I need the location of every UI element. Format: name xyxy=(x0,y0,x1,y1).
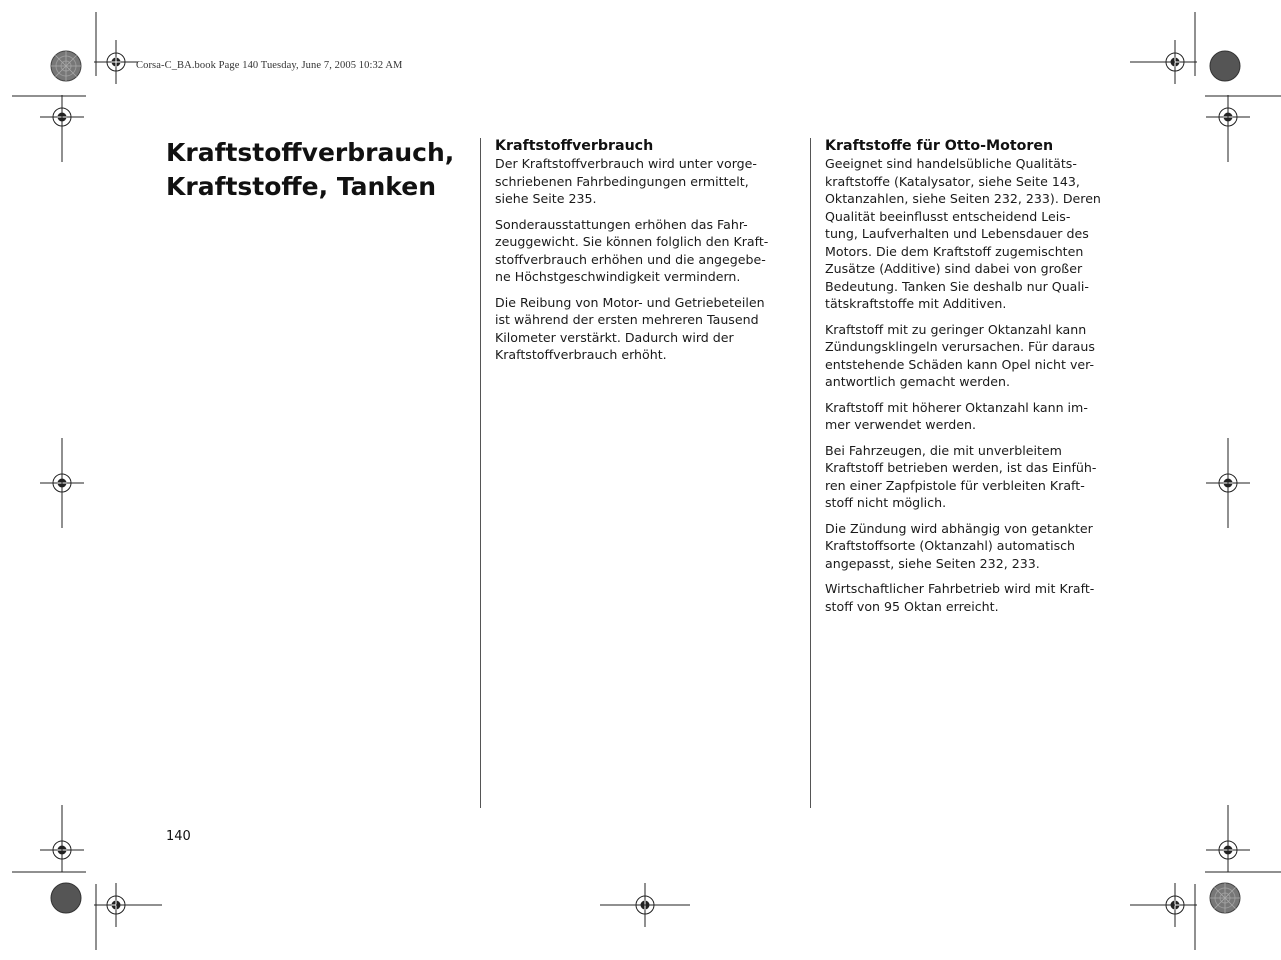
text-line: ne Höchstgeschwindigkeit vermindern. xyxy=(495,269,741,284)
paragraph xyxy=(825,442,1130,512)
text-line: Bedeutung. Tanken Sie deshalb nur Quali- xyxy=(825,278,1089,294)
text-line: stoffverbrauch erhöhen und die angegebe- xyxy=(495,251,766,267)
text-line: Kraftstoff mit zu geringer Oktanzahl kann xyxy=(825,321,1087,337)
paragraph xyxy=(825,155,1130,313)
text-line: zeuggewicht. Sie können folglich den Kraft- xyxy=(495,234,769,249)
text-line: stoff von 95 Oktan erreicht. xyxy=(825,598,999,614)
section-heading: Kraftstoffverbrauch xyxy=(495,138,654,154)
paragraph xyxy=(495,216,795,286)
color-target-icon xyxy=(1210,883,1240,913)
text-line: Bei Fahrzeugen, die mit unverbleitem xyxy=(825,442,1062,458)
paragraph xyxy=(825,520,1130,573)
text-line: mer verwendet werden. xyxy=(825,417,977,432)
paragraph xyxy=(495,155,795,208)
registration-mark-icon xyxy=(94,40,138,84)
text-line: antwortlich gemacht werden. xyxy=(825,374,1010,389)
text-line: ist während der ersten mehreren Tausend xyxy=(495,312,759,327)
text-line: Geeignet sind handelsübliche Qualitäts- xyxy=(825,156,1077,171)
text-line: Kraftstoff mit höherer Oktanzahl kann im- xyxy=(825,399,1088,415)
color-target-icon xyxy=(51,51,81,81)
text-line: kraftstoffe (Katalysator, siehe Seite 143, xyxy=(825,173,1080,189)
chapter-title-line: Kraftstoffe, Tanken xyxy=(166,172,437,201)
color-target-icon xyxy=(51,883,81,913)
paragraph xyxy=(825,399,1130,434)
text-line: tätskraftstoffe mit Additiven. xyxy=(825,296,1007,311)
text-line: Zündungsklingeln verursachen. Für daraus xyxy=(825,339,1095,354)
paragraph xyxy=(495,294,795,364)
paragraph xyxy=(825,580,1130,615)
column-rule xyxy=(810,138,811,808)
column-rule xyxy=(480,138,481,808)
text-line: schriebenen Fahrbedingungen ermittelt, xyxy=(495,173,749,189)
section-heading: Kraftstoffe für Otto-Motoren xyxy=(825,138,1054,154)
text-line: Kraftstoffverbrauch erhöht. xyxy=(495,347,667,362)
text-line: Zusätze (Additive) sind dabei von großer xyxy=(825,261,1083,276)
text-line: siehe Seite 235. xyxy=(495,191,597,206)
paragraph xyxy=(825,321,1130,391)
text-line: Die Reibung von Motor- und Getriebeteilen xyxy=(495,294,765,310)
text-line: stoff nicht möglich. xyxy=(825,495,947,510)
chapter-title xyxy=(166,136,466,204)
text-line: angepasst, siehe Seiten 232, 233. xyxy=(825,555,1040,571)
print-slug: Corsa-C_BA.book Page 140 Tuesday, June 7, 2005 10:32 AM xyxy=(136,60,403,71)
column-fuel-consumption xyxy=(495,138,795,372)
chapter-title-line: Kraftstoffverbrauch, xyxy=(166,138,455,167)
text-line: tung, Laufverhalten und Lebensdauer des xyxy=(825,226,1089,241)
text-line: Kraftstoffsorte (Oktanzahl) automatisch xyxy=(825,538,1076,553)
text-line: Die Zündung wird abhängig von getankter xyxy=(825,520,1093,536)
text-line: Motors. Die dem Kraftstoff zugemischten xyxy=(825,243,1084,259)
text-line: Kilometer verstärkt. Dadurch wird der xyxy=(495,329,734,345)
column-petrol-fuels xyxy=(825,138,1130,623)
text-line: Der Kraftstoffverbrauch wird unter vorge- xyxy=(495,156,757,171)
text-line: Sonderausstattungen erhöhen das Fahr- xyxy=(495,216,748,232)
text-line: entstehende Schäden kann Opel nicht ver- xyxy=(825,356,1095,372)
page-number: 140 xyxy=(166,829,191,844)
text-line: Oktanzahlen, siehe Seiten 232, 233). Deren xyxy=(825,191,1101,206)
text-line: Kraftstoff betrieben werden, ist das Einfüh- xyxy=(825,460,1097,475)
color-target-icon xyxy=(1210,51,1240,81)
text-line: Wirtschaftlicher Fahrbetrieb wird mit Kraft- xyxy=(825,581,1095,596)
text-line: ren einer Zapfpistole für verbleiten Kraft- xyxy=(825,477,1085,493)
text-line: Qualität beeinflusst entscheidend Leis- xyxy=(825,208,1071,224)
